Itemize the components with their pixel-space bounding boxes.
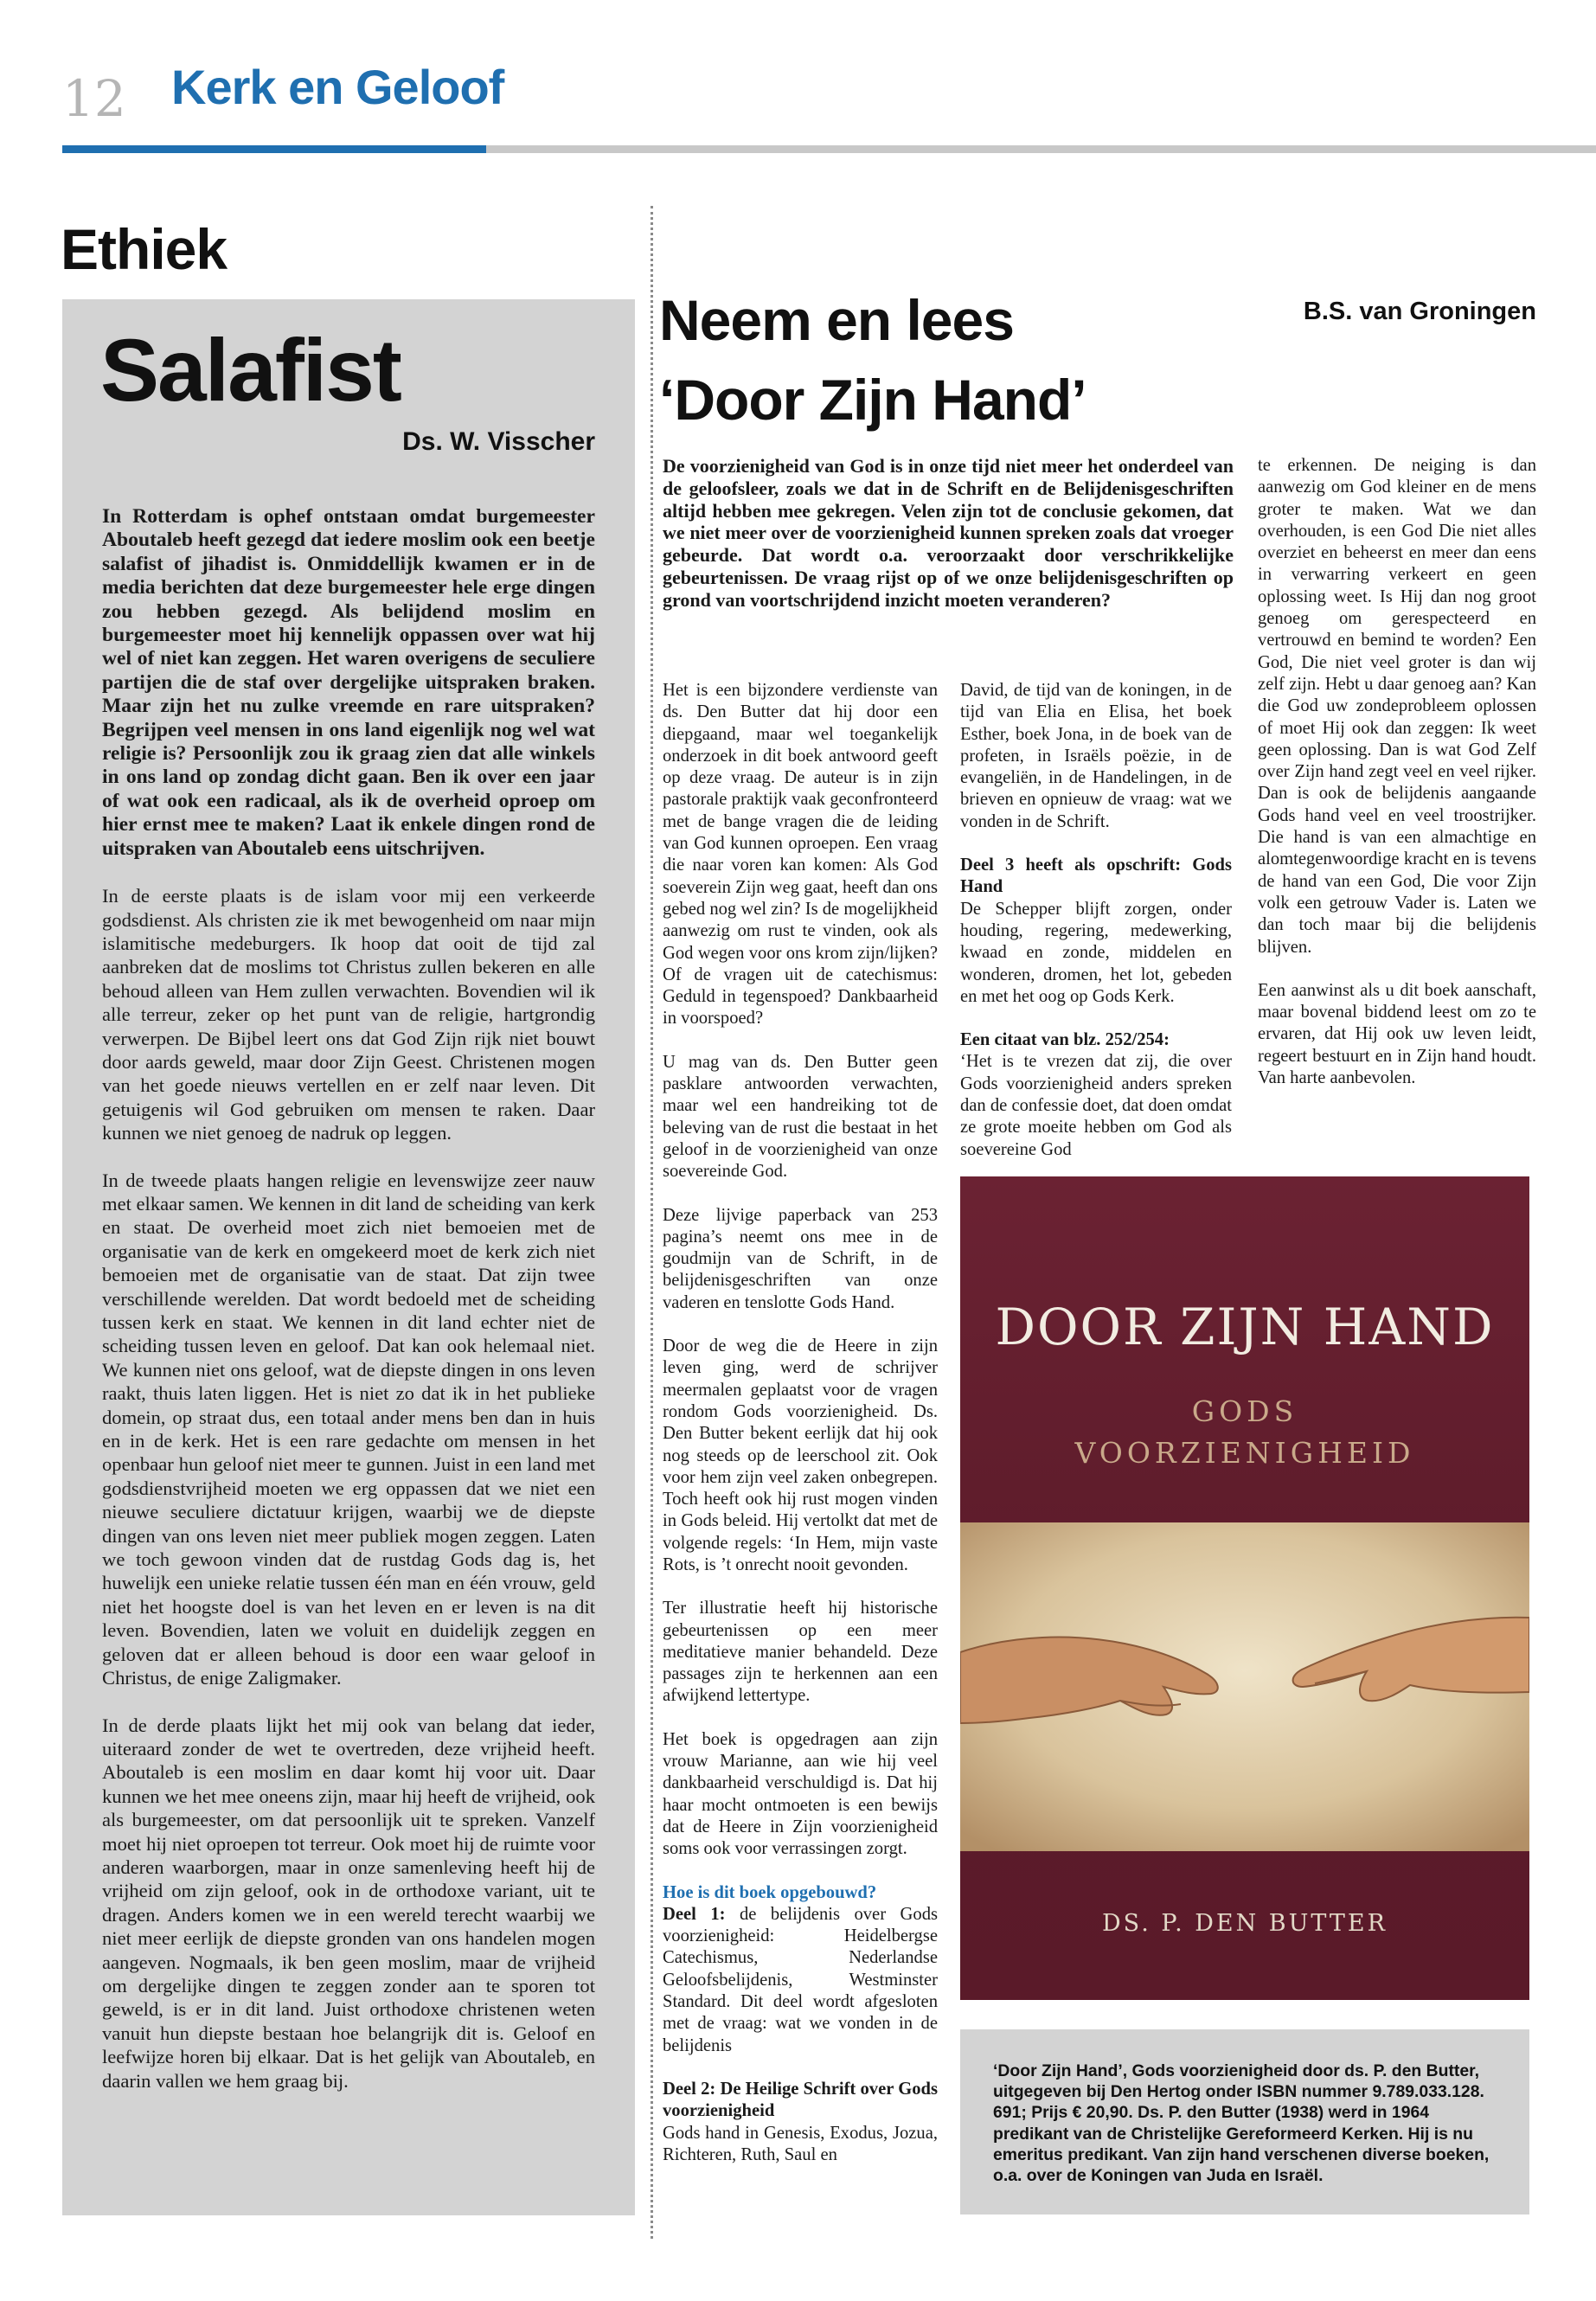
deel2-block bbox=[663, 2079, 938, 2166]
right-article-column-3 bbox=[1258, 455, 1536, 1111]
body-paragraph: Door de weg die de Heere in zijn leven ging, werd de schrijver meermalen geplaatst voor de vragen rondom Gods voorzienigheid. Ds. Den Butter bekent eerlijk dat hij ook nog steeds op de leerschool zit. Ook voor hem zijn veel zaken onbegrepen. Toch heeft ook hij rust mogen vinden in Gods beleid. Hij vertolkt dat met de volgende regels: ‘In Hem, mijn vaste Rots, is ’t onrecht nooit gevonden. bbox=[663, 1336, 938, 1574]
quote-block bbox=[960, 1029, 1232, 1161]
left-article-paragraph: In de derde plaats lijkt het mij ook van belang dat ieder, uiteraard zonder de wet te overtreden, deze vrijheid heeft. Aboutaleb is een moslim en daar komt hij voor uit. Daar kunnen we het mee oneens zijn, maar hij heeft de vrijheid, ook als burgemeester, om dat persoonlijk uit te spreken. Vanzelf moet hij niet oproepen tot terreur. Ook moet hij de ruimte voor anderen waarborgen, maar in onze samenleving heeft hij de vrijheid om zijn geloof, ook in de orthodoxe variant, uit te dragen. Anders komen we in een wereld terecht waarbij we niet meer eerlijk de diepste gronden van ons handelen mogen aangeven. Nogmaals, ik ben geen moslim, maar de vrijheid om dergelijke dingen te zeggen zonder aan te sporen tot geweld, is er in dit land. Juist orthodoxe christenen weten vanuit hun diepste bestaan hoe belangrijk dit is. Geloof en leefwijze horen bij elkaar. Dat is het gelijk van Aboutaleb, en daarin vallen we hem graag bij. bbox=[102, 1714, 595, 2092]
deel3-block bbox=[960, 855, 1232, 1008]
column-divider bbox=[651, 206, 653, 2239]
body-paragraph: Een aanwinst als u dit boek aanschaft, maar bovenal biddend leest om zo te ervaren, dat Hij ook uw leven leidt, regeert bestuurt en in Zijn hand houdt. Van harte aanbevolen. bbox=[1258, 980, 1536, 1088]
book-cover-author: DS. P. DEN BUTTER bbox=[1102, 1910, 1388, 1937]
deel1-label: Deel 1: bbox=[663, 1904, 726, 1924]
left-article-lead: In Rotterdam is ophef ontstaan omdat burgemeester Aboutaleb heeft gezegd dat iedere moslim ook een beetje salafist of jihadist is. Onmiddellijk kwamen er in de media berichten dat deze burgemeester hele erge dingen zou hebben gezegd. Als belijdend moslim en burgemeester moet hij kennelijk oppassen over wat hij wel of niet kan zeggen. Het waren overigens de seculiere partijen die de staf over dergelijke uitspraken braken. Maar zijn het nu zulke vreemde en rare uitspraken? Begrijpen veel mensen in ons land eigenlijk nog wel wat religie is? Persoonlijk zou ik graag zien dat alle winkels in ons land op zondag dicht gaan. Ben ik over een jaar of wat ook een radicaal, als ik de overheid oproep om hier ernst mee te maken? Laat ik enkele dingen rond de uitspraken van Aboutaleb eens uitschrijven. bbox=[102, 505, 595, 860]
page-number: 12 bbox=[62, 69, 126, 128]
deel1-text: de belijdenis over Gods voorzienigheid: Heidelbergse Catechismus, Nederlandse Geloofsbelijdenis, Westminster Standard. Dit deel wordt afgesloten met de vraag: wat we vonden in de belijdenis bbox=[663, 1904, 939, 2055]
quote-label: Een citaat van blz. 252/254: bbox=[960, 1030, 1170, 1050]
body-paragraph: David, de tijd van de koningen, in de tijd van Elia en Elisa, het boek Esther, boek Jona, in de boek van de profeten, in Israëls poëzie, in de evangeliën, in de Handelingen, in de brieven en opnieuw de vraag: wat we vonden in de Schrift. bbox=[960, 681, 1232, 831]
right-article-title-line2: ‘Door Zijn Hand’ bbox=[659, 368, 1086, 432]
deel2-text: Gods hand in Genesis, Exodus, Jozua, Richteren, Ruth, Saul en bbox=[663, 2123, 938, 2164]
quote-text: ‘Het is te vrezen dat zij, die over Gods voorzienigheid anders spreken dan de confessie doet, dat doen omdat ze grote moeite hebben om God als soevereine God bbox=[960, 1052, 1232, 1159]
right-article-byline: B.S. van Groningen bbox=[1303, 298, 1536, 325]
body-paragraph: te erkennen. De neiging is dan aanwezig om God kleiner en de mens groter te maken. Wat we dan overhouden, is een God Die niet alles overziet en beheerst en meer dan eens in verwarring verkeert en geen oplossing weet. Is Hij dan nog groot genoeg om gerespecteerd en vertrouwd en bemind te worden? Een God, Die niet veel groter is dan wij zelf zijn. Hebt u daar genoeg aan? Kan die God uw zondeprobleem oplossen of moet Hij ook dan zeggen: Ik weet geen oplossing. Dan is wat God Zelf over Zijn hand zegt veel en veel rijker. Dan is ook de belijdenis aangaande Gods hand veel en veel troostrijker. Die hand is van een almachtige en alomtegenwoordige kracht en is tevens de hand van een God, Die voor Zijn volk een getrouw Vader is. Laten we dan toch maar bij die belijdenis blijven. bbox=[1258, 456, 1536, 957]
left-article-title: Salafist bbox=[100, 321, 401, 420]
body-paragraph: Het boek is opgedragen aan zijn vrouw Marianne, aan wie hij veel dankbaarheid verschuldigd is. Dat hij haar mocht ontmoeten is een bewijs dat de Heere in Zijn voorzienigheid soms ook voor verrassingen zorgt. bbox=[663, 1729, 938, 1859]
left-article-paragraph: In de tweede plaats hangen religie en levenswijze zeer nauw met elkaar samen. We kennen in dit land de scheiding van kerk en staat. De overheid moet zich niet bemoeien met de organisatie van de kerk en omgekeerd moet de kerk zich niet bemoeien met de organisatie van de staat. Dat zijn twee verschillende werelden. Dat wordt bedoeld met de scheiding tussen kerk en staat. We kennen in dit land echter niet de scheiding tussen leven en geloof. Dat kan ook helemaal niet. We kunnen niet ons geloof, wat de diepste dingen in ons leven raakt, thuis laten liggen. Het is niet zo dat ik in het publieke domein, op straat dus, een totaal ander mens ben dan in huis en in de kerk. Het is een rare gedachte om mensen in het openbaar hun geloof niet meer te gunnen. Juist in een land met godsdienstvrijheid moeten we erg oppassen dat we niet een nieuwe seculiere dictatuur krijgen, waarbij we de diepste dingen van ons leven niet meer publiek mogen zeggen. Laten we toch gewoon vinden dat de rustdag Gods dag is, het huwelijk een unieke relatie tussen één man en één vrouw, geld niet het hoogste doel is van het leven en er leven is na dit leven. Bovendien, laten we voluit en duidelijk zeggen en geloven dat er alleen behoud is door een waar geloof in Christus, de enige Zaligmaker. bbox=[102, 1169, 595, 1689]
right-article-intro: De voorzienigheid van God is in onze tijd niet meer het onderdeel van de geloofsleer, zoals we dat in de Schrift en de Belijdenisgeschriften altijd hebben mee gekregen. Velen zijn tot de conclusie gekomen, dat we niet meer over de voorzienigheid kunnen spreken zoals dat vroeger gebeurde. Dat wordt o.a. veroorzaakt door verschrikkelijke gebeurtenissen. De vraag rijst op of we onze belijdenisgeschriften op grond van voortschrijdend inzicht moeten veranderen? bbox=[663, 455, 1234, 611]
right-article-column-1 bbox=[663, 680, 938, 2188]
right-article-title-line1: Neem en lees bbox=[659, 288, 1014, 352]
book-caption: ‘Door Zijn Hand’, Gods voorzienigheid door ds. P. den Butter, uitgegeven bij Den Hertog onder ISBN nummer 9.789.033.128. 691; Prijs € 20,90. Ds. P. den Butter (1938) werd in 1964 predikant van de Christelijke Gereformeerd Kerken. Hij is nu emeritus predikant. Van zijn hand verschenen diverse boeken, o.a. over de Koningen van Juda en Israël. bbox=[993, 2061, 1490, 2186]
left-article-paragraph: In de eerste plaats is de islam voor mij een verkeerde godsdienst. Als christen zie ik met bewogenheid om naar mijn islamitische medeburgers. Ik hoop dat ooit de tijd zal aanbreken dat de moslims tot Christus zullen bekeren en alle behoud alleen van Hem zullen verwachten. Bovendien wil ik alle terreur, zeker op het punt van de religie, hartgrondig verwerpen. De Bijbel leert ons dat God Zijn rijk niet bouwt door aards geweld, maar door Zijn Geest. Christenen mogen van het goede nieuws vertellen en er zelf naar leven. Dit getuigenis wil God gebruiken om mensen te raken. Daar kunnen we niet genoeg de nadruk op leggen. bbox=[102, 885, 595, 1144]
header-rule bbox=[486, 145, 1596, 153]
kicker-label: Ethiek bbox=[61, 217, 228, 281]
deel3-label: Deel 3 heeft als opschrift: Gods Hand bbox=[960, 856, 1232, 897]
section-title: Kerk en Geloof bbox=[171, 60, 504, 114]
book-cover-subtitle-2: VOORZIENIGHEID bbox=[1074, 1436, 1415, 1470]
structure-subhead: Hoe is dit boek opgebouwd? bbox=[663, 1882, 877, 1902]
deel3-text: De Schepper blijft zorgen, onder houding, regering, medewerking, kwaad en zonde, middelen en wonderen, dromen, het lot, gebeden en met het oog op Gods Kerk. bbox=[960, 899, 1232, 1006]
body-paragraph: Ter illustratie heeft hij historische gebeurtenissen op een meer meditatieve manier behandeld. Deze passages zijn te herkennen aan een afwijkend lettertype. bbox=[663, 1599, 938, 1706]
book-cover-image bbox=[960, 1176, 1529, 2000]
header-rule-accent bbox=[62, 145, 486, 153]
body-paragraph: Het is een bijzondere verdienste van ds. Den Butter dat hij door een diepgaand, maar wel toegankelijk onderzoek in dit boek antwoord geeft op deze vraag. De auteur is in zijn pastorale praktijk vaak geconfronteerd met de bange vragen die de leiding van God kunnen oproepen. Een vraag die naar voren kan komen: Als God soeverein Zijn weg gaat, heeft dan ons gebed nog wel zin? Is de mogelijkheid aanwezig om rust te vinden, ook als God wegen voor ons krom zijn/lijken? Of de vragen uit de catechismus: Geduld in tegenspoed? Dankbaarheid in voorspoed? bbox=[663, 681, 938, 1029]
structure-block bbox=[663, 1882, 938, 2057]
deel2-label: Deel 2: De Heilige Schrift over Gods voorzienigheid bbox=[663, 2079, 938, 2121]
right-article-column-2 bbox=[960, 680, 1232, 1183]
body-paragraph: Deze lijvige paperback van 253 pagina’s neemt ons mee in de goudmijn van de Schrift, in de belijdenisgeschriften van onze vaderen en tenslotte Gods Hand. bbox=[663, 1205, 938, 1312]
book-cover-title: DOOR ZIJN HAND bbox=[995, 1298, 1495, 1356]
left-article-byline: Ds. W. Visscher bbox=[402, 427, 595, 456]
book-cover-subtitle-1: GODS bbox=[1191, 1394, 1298, 1428]
body-paragraph: U mag van ds. Den Butter geen pasklare antwoorden verwachten, maar wel een handreiking tot de beleving van de rust die bestaat in het geloof in de voorzienigheid van onze soevereinde God. bbox=[663, 1052, 938, 1182]
left-article-body bbox=[102, 505, 595, 2116]
creation-hands-illustration bbox=[960, 1522, 1529, 1851]
